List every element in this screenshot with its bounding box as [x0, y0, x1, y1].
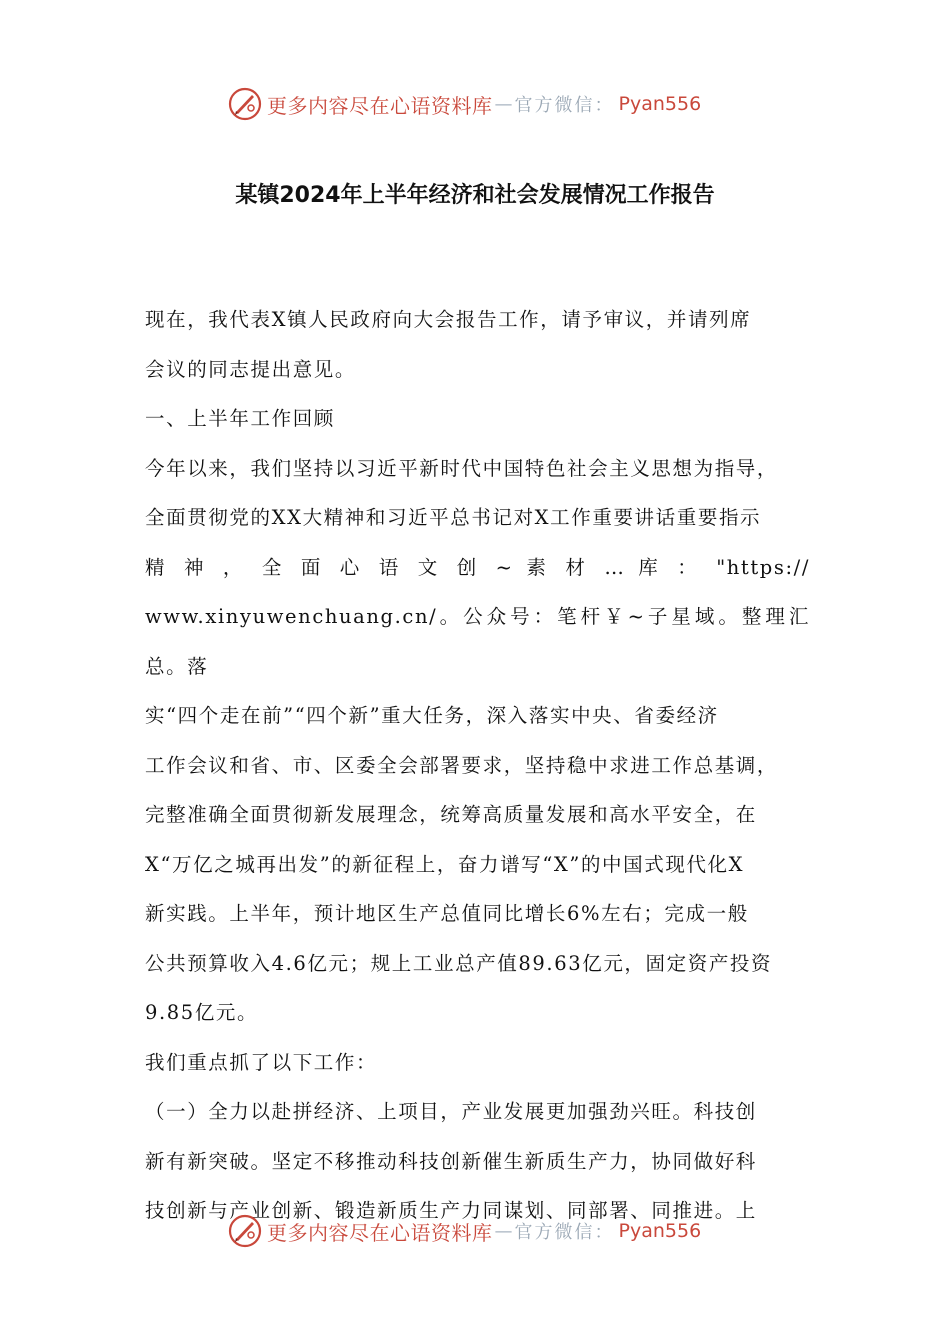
- banner-brand-text: 更多内容尽在心语资料库: [267, 93, 493, 118]
- footer-banner: [227, 1211, 747, 1251]
- body-line: www.xinyuwenchuang.cn/。公众号：笔杆￥~子星域。整理汇总。落: [145, 605, 810, 678]
- banner-wechat-id: Pyan556: [618, 1220, 702, 1242]
- banner-dash: —: [494, 93, 513, 115]
- banner-wechat-id: Pyan556: [618, 93, 702, 115]
- banner-dash: —: [494, 1220, 513, 1242]
- banner-wechat-label: 官方微信：: [514, 1222, 615, 1243]
- body-line: 今年以来，我们坚持以习近平新时代中国特色社会主义思想为指导，: [145, 456, 779, 480]
- section-heading: 一、上半年工作回顾: [145, 407, 335, 430]
- body-line: 技创新与产业创新、锻造新质生产力同谋划、同部署、同推进。上: [145, 1199, 757, 1222]
- body-line: 工作会议和省、市、区委全会部署要求，坚持稳中求进工作总基调，: [145, 753, 779, 777]
- banner-wechat-label: 官方微信：: [514, 95, 615, 116]
- body-line: X“万亿之城再出发”的新征程上，奋力谱写“X”的中国式现代化X: [145, 852, 745, 876]
- quill-pen-seal-icon: [227, 1213, 263, 1249]
- body-line: 新实践。上半年，预计地区生产总值同比增长6%左右；完成一般: [145, 902, 749, 925]
- quill-pen-seal-icon: [227, 86, 263, 122]
- body-line: 全面贯彻党的XX大精神和习近平总书记对X工作重要讲话重要指示: [145, 506, 762, 529]
- body-line: （一）全力以赴拼经济、上项目，产业发展更加强劲兴旺。科技创: [145, 1100, 757, 1123]
- body-line: 9.85亿元。: [145, 1001, 259, 1024]
- header-banner: [227, 84, 747, 124]
- body-line: 实“四个走在前”“四个新”重大任务，深入落实中央、省委经济: [145, 704, 719, 727]
- body-line: 精 神 ， 全 面 心 语 文 创 ~ 素 材 … 库 ： "https://: [145, 555, 810, 579]
- body-line: 完整准确全面贯彻新发展理念，统筹高质量发展和高水平安全，在: [145, 803, 757, 826]
- body-line: 现在，我代表X镇人民政府向大会报告工作，请予审议，并请列席: [145, 308, 752, 331]
- body-line: 我们重点抓了以下工作：: [145, 1050, 378, 1074]
- document-body: [145, 295, 810, 1236]
- banner-brand-text: 更多内容尽在心语资料库: [267, 1220, 493, 1245]
- body-line: 新有新突破。坚定不移推动科技创新催生新质生产力，协同做好科: [145, 1149, 757, 1173]
- body-line: 公共预算收入4.6亿元；规上工业总产值89.63亿元，固定资产投资: [145, 951, 773, 975]
- body-line: 会议的同志提出意见。: [145, 357, 357, 381]
- document-title: 某镇2024年上半年经济和社会发展情况工作报告: [235, 183, 715, 208]
